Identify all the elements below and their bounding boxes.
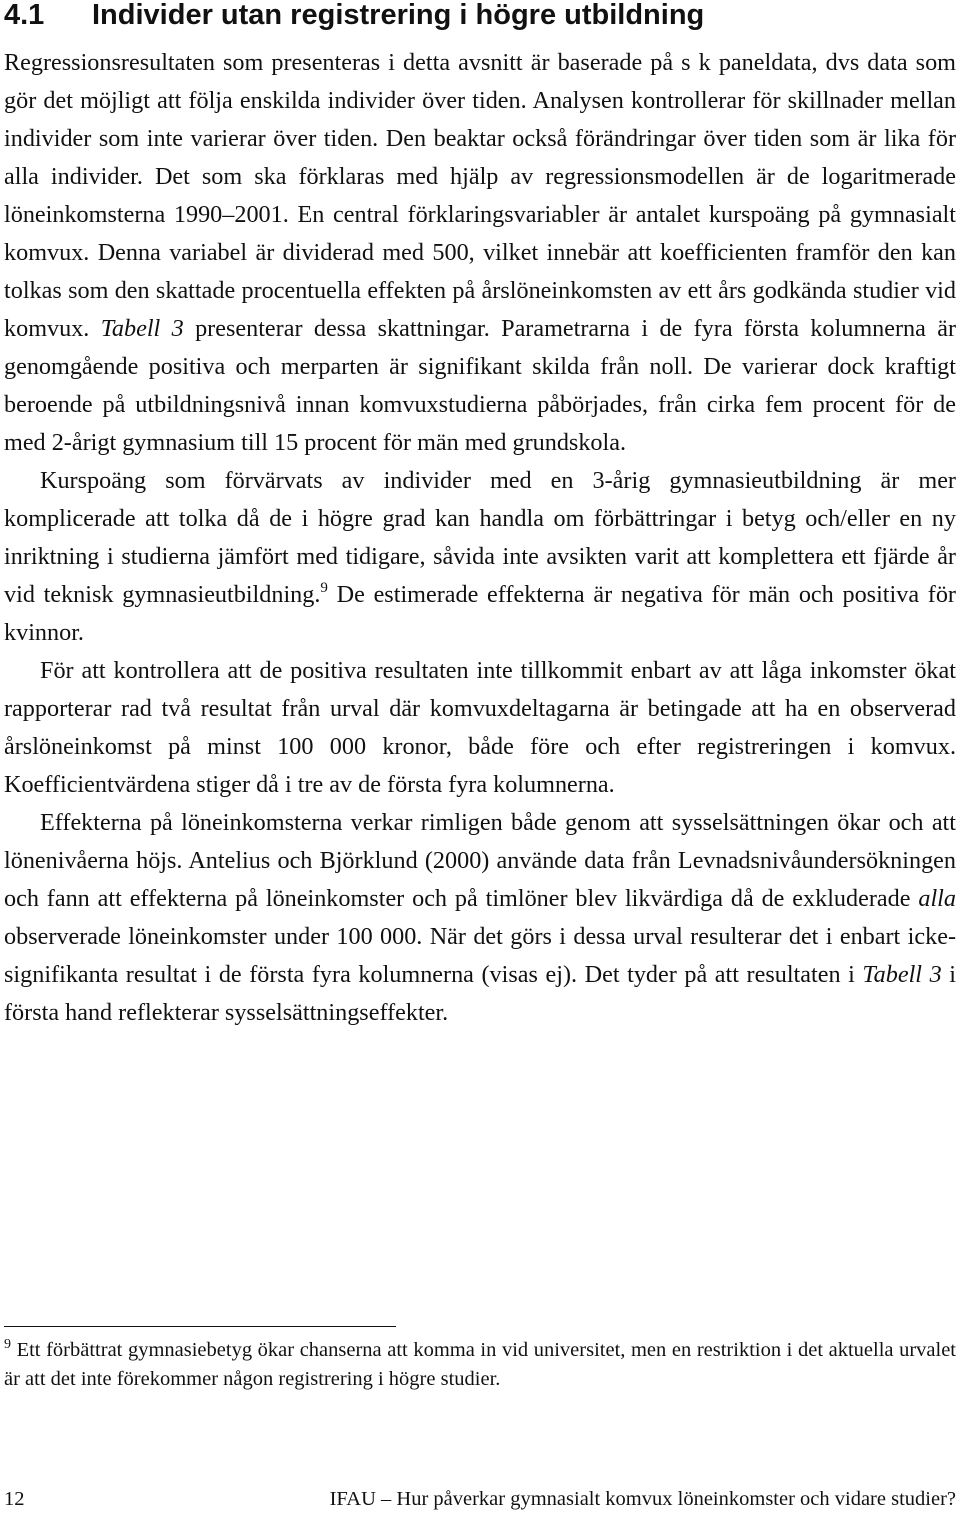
text-run: Kurspoäng som förvärvats av individer med en 3-årig gymnasieutbildning är mer komplicerade att tolka då de i högre grad kan handla om förbättringar i betyg och/eller en ny inriktning i studierna jämfört med tidigare, såvida inte avsikten varit att komplettera ett fjärde år vid teknisk gymnasieutbildning.: [4, 467, 956, 608]
footnote-marker: 9: [4, 1337, 11, 1352]
paragraph: [4, 462, 956, 652]
text-run: Regressionsresultaten som presenteras i detta avsnitt är baserade på s k paneldata, dvs data som gör det möjligt att följa enskilda individer över tiden. Analysen kontrollerar för skillnader mellan individer som inte varierar över tiden. Den beaktar också förändringar över tiden som är lika för alla individer. Det som ska förklaras med hjälp av regressionsmodellen är de logaritmerade löneinkomsterna 1990–2001. En central förklaringsvariabler är antalet kurspoäng på gymnasialt komvux. Denna variabel är dividerad med 500, vilket innebär att koefficienten framför den kan tolkas som den skattade procentuella effekten på årslöneinkomsten av ett års godkända studier vid komvux.: [4, 49, 956, 342]
document-page: [4, 0, 956, 1513]
text-run: De estimerade effekterna är negativa för män och positiva för kvinnor.: [4, 581, 956, 646]
emphasis-text: Tabell 3: [100, 315, 184, 342]
footnote-divider: [4, 1326, 396, 1327]
section-number: 4.1: [4, 0, 45, 31]
running-title: IFAU – Hur påverkar gymnasialt komvux löneinkomster och vidare studier?: [329, 1488, 956, 1510]
body-text: [4, 44, 956, 1032]
text-run: presenterar dessa skattningar. Parametrarna i de fyra första kolumnerna är genomgående positiva och merparten är signifikant skilda från noll. De varierar dock kraftigt beroende på utbildningsnivå innan komvuxstudierna påbörjades, från cirka fem procent för de med 2-årigt gymnasium till 15 procent för män med grundskola.: [4, 315, 956, 456]
emphasis-text: alla: [918, 885, 956, 912]
section-heading: [4, 0, 704, 30]
emphasis-text: Tabell 3: [862, 961, 942, 988]
paragraph: [4, 44, 956, 462]
footnote: [4, 1336, 956, 1394]
paragraph: [4, 804, 956, 1032]
text-run: För att kontrollera att de positiva resultaten inte tillkommit enbart av att låga inkomster ökat rapporterar rad två resultat från urval där komvuxdeltagarna är betingade att ha en observerad årslöneinkomst på minst 100 000 kronor, både före och efter registreringen i komvux. Koefficientvärdena stiger då i tre av de första fyra kolumnerna.: [4, 657, 956, 798]
text-run: Effekterna på löneinkomsterna verkar rimligen både genom att sysselsättningen ökar och att lönenivåerna höjs. Antelius och Björklund (2000) använde data från Levnadsnivåundersökningen och fann att effekterna på löneinkomster och på timlöner blev likvärdiga då de exkluderade: [4, 809, 956, 912]
section-title: Individer utan registrering i högre utbildning: [92, 0, 705, 31]
footnote-text: Ett förbättrat gymnasiebetyg ökar chanserna att komma in vid universitet, men en restriktion i det aktuella urvalet är att det inte förekommer någon registrering i högre studier.: [4, 1339, 956, 1390]
page-number: 12: [4, 1488, 25, 1510]
text-run: i första hand reflekterar sysselsättningseffekter.: [4, 961, 956, 1026]
footnote-reference: 9: [320, 580, 328, 596]
text-run: observerade löneinkomster under 100 000. När det görs i dessa urval resulterar det i enbart ickesignifikanta resultat i de första fyra kolumnerna (visas ej). Det tyder på att resultaten i: [4, 923, 956, 988]
paragraph: [4, 652, 956, 804]
